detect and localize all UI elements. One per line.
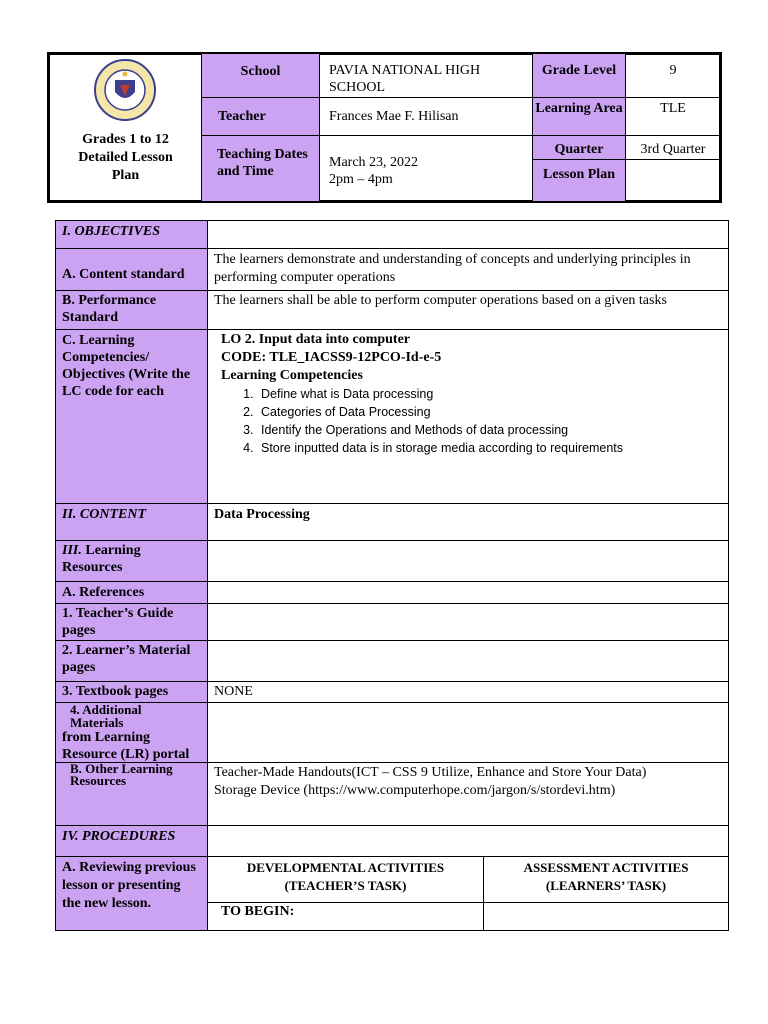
- lo-line: LO 2. Input data into computer: [221, 332, 411, 347]
- date-time-cell: March 23, 2022 2pm – 4pm: [320, 136, 533, 201]
- teacher-label-cell: Teacher: [202, 98, 320, 136]
- developmental-heading-cell: DEVELOPMENTAL ACTIVITIES (TEACHER’S TASK): [207, 856, 484, 903]
- performance-standard-value: The learners shall be able to perform computer operations based on a given tasks: [207, 290, 729, 330]
- lesson-plan-label-cell: Lesson Plan: [533, 160, 626, 201]
- lesson-plan-value-cell: [626, 160, 720, 201]
- teacher-value-cell: Frances Mae F. Hilisan: [320, 98, 533, 136]
- other-resources-value: Teacher-Made Handouts(ICT – CSS 9 Utilize, Enhance and Store Your Data) Storage Device (https://www.computerhope.com/jargon/s/stordevi.htm): [207, 762, 729, 826]
- grade-label-cell: Grade Level: [533, 54, 626, 98]
- content-standard-value: The learners demonstrate and understanding of concepts and underlying principles in performing computer operations: [207, 248, 729, 291]
- competencies-label: C. Learning Competencies/ Objectives (Write the LC code for each: [55, 329, 208, 504]
- references-label: A. References: [55, 581, 208, 604]
- teachers-guide-value: [207, 603, 729, 641]
- lesson-plan-title: Grades 1 to 12 Detailed Lesson Plan: [78, 132, 173, 183]
- content-value: Data Processing: [207, 503, 729, 541]
- procedures-value: [207, 825, 729, 857]
- logo-cell: [49, 54, 202, 201]
- additional-materials-value: [207, 702, 729, 763]
- school-value-cell: PAVIA NATIONAL HIGH SCHOOL: [320, 54, 533, 98]
- textbook-value: NONE: [207, 681, 729, 703]
- learning-resources-label: III. Learning Resources: [55, 540, 208, 582]
- competencies-value: [207, 329, 729, 504]
- objectives-value: [207, 220, 729, 249]
- area-label-cell: Learning Area: [533, 98, 626, 136]
- additional-materials-label: 4. Additional Materials from Learning Resource (LR) portal: [55, 702, 208, 763]
- code-line: CODE: TLE_IACSS9-12PCO-Id-e-5: [221, 350, 442, 365]
- procedures-label: IV. PROCEDURES: [55, 825, 208, 857]
- teaching-label-cell: Teaching Dates and Time: [202, 136, 320, 201]
- deped-seal-icon: [93, 58, 157, 122]
- objectives-label: I. OBJECTIVES: [55, 220, 208, 249]
- learners-material-label: 2. Learner’s Material pages: [55, 640, 208, 682]
- list-item: 4. Store inputted data is in storage media according to requirements: [257, 439, 722, 457]
- learners-material-value: [207, 640, 729, 682]
- school-label-cell: School: [202, 54, 320, 98]
- content-label: II. CONTENT: [55, 503, 208, 541]
- list-item: 3. Identify the Operations and Methods of data processing: [257, 421, 722, 439]
- teachers-guide-label: 1. Teacher’s Guide pages: [55, 603, 208, 641]
- assessment-heading-cell: ASSESSMENT ACTIVITIES (LEARNERS’ TASK): [483, 856, 729, 903]
- learning-resources-value: [207, 540, 729, 582]
- content-standard-label: A. Content standard: [55, 248, 208, 291]
- textbook-label: 3. Textbook pages: [55, 681, 208, 703]
- list-item: 2. Categories of Data Processing: [257, 403, 722, 421]
- grade-value-cell: 9: [626, 54, 720, 98]
- reviewing-label: A. Reviewing previous lesson or presenting the new lesson.: [55, 856, 208, 931]
- to-begin-cell: TO BEGIN:: [207, 902, 484, 931]
- references-value: [207, 581, 729, 604]
- other-resources-label: B. Other Learning Resources: [55, 762, 208, 826]
- list-item: 1. Define what is Data processing: [257, 385, 722, 403]
- lc-list: [233, 385, 722, 457]
- area-value-cell: TLE: [626, 98, 720, 136]
- performance-standard-label: B. Performance Standard: [55, 290, 208, 330]
- quarter-value-cell: 3rd Quarter: [626, 136, 720, 160]
- quarter-label-cell: Quarter: [533, 136, 626, 160]
- lc-heading: Learning Competencies: [221, 368, 363, 383]
- assessment-task-cell: [483, 902, 729, 931]
